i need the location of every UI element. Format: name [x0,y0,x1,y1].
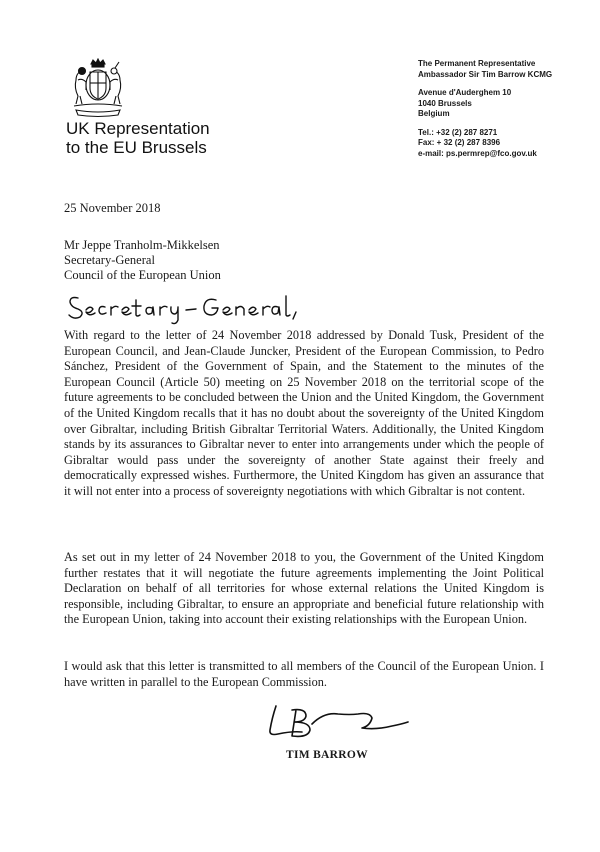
body-paragraph-2: As set out in my letter of 24 November 2018 to you, the Government of the United Kingdom further restates that it will negotiate the future agreements implementing the Joint Political Declaration on behalf of all territories for whose external relations the United Kingdom is responsible, including Gibraltar, to ensure an appropriate and beneficial future relationship with the European Union, taking into account their existing relationships with the European Union. [64,550,544,627]
organisation-name-line2: to the EU Brussels [66,138,207,157]
sender-email: e-mail: ps.permrep@fco.gov.uk [418,148,537,158]
sender-fax: Fax: + 32 (2) 287 8396 [418,138,501,147]
sender-address-country: Belgium [418,109,450,118]
addressee-block [64,238,221,283]
organisation-name-line1: UK Representation [66,119,210,138]
handwritten-salutation [66,288,306,326]
organisation-name [66,119,210,157]
addressee-organisation: Council of the European Union [64,268,221,282]
signatory-name: TIM BARROW [286,749,368,761]
addressee-role: Secretary-General [64,253,155,267]
body-paragraph-3: I would ask that this letter is transmitted to all members of the Council of the European Union. I have written in parallel to the European Commission. [64,659,544,689]
royal-coat-of-arms-icon [66,58,130,118]
addressee-name: Mr Jeppe Tranholm-Mikkelsen [64,238,220,252]
sender-address-street: Avenue d'Auderghem 10 [418,88,512,97]
contact-block [418,59,552,159]
sender-title: The Permanent Representative [418,59,536,68]
sender-name: Ambassador Sir Tim Barrow KCMG [418,69,553,79]
sender-telephone: Tel.: +32 (2) 287 8271 [418,127,498,137]
sender-address-city: 1040 Brussels [418,98,472,108]
handwritten-signature [262,700,414,744]
body-paragraph-1: With regard to the letter of 24 November 2018 addressed by Donald Tusk, President of the European Council, and Jean-Claude Juncker, President of the European Commission, to Pedro Sánchez, President of the Government of Spain, and the Statement to the minutes of the European Council (Article 50) meeting on 25 November 2018 on the territorial scope of the future agreements to be concluded between the Union and the United Kingdom, the Government of the United Kingdom recalls that it has no doubt about the sovereignty of the United Kingdom over Gibraltar, including British Gibraltar Territorial Waters. Additionally, the United Kingdom stands by its assurances to Gibraltar never to enter into arrangements under which the people of Gibraltar would pass under the sovereignty of another State against their freely and democratically expressed wishes. Furthermore, the United Kingdom has given an assurance that it will not enter into a process of sovereignty negotiations with which Gibraltar is not content. [64,328,544,498]
letter-date: 25 November 2018 [64,201,161,215]
